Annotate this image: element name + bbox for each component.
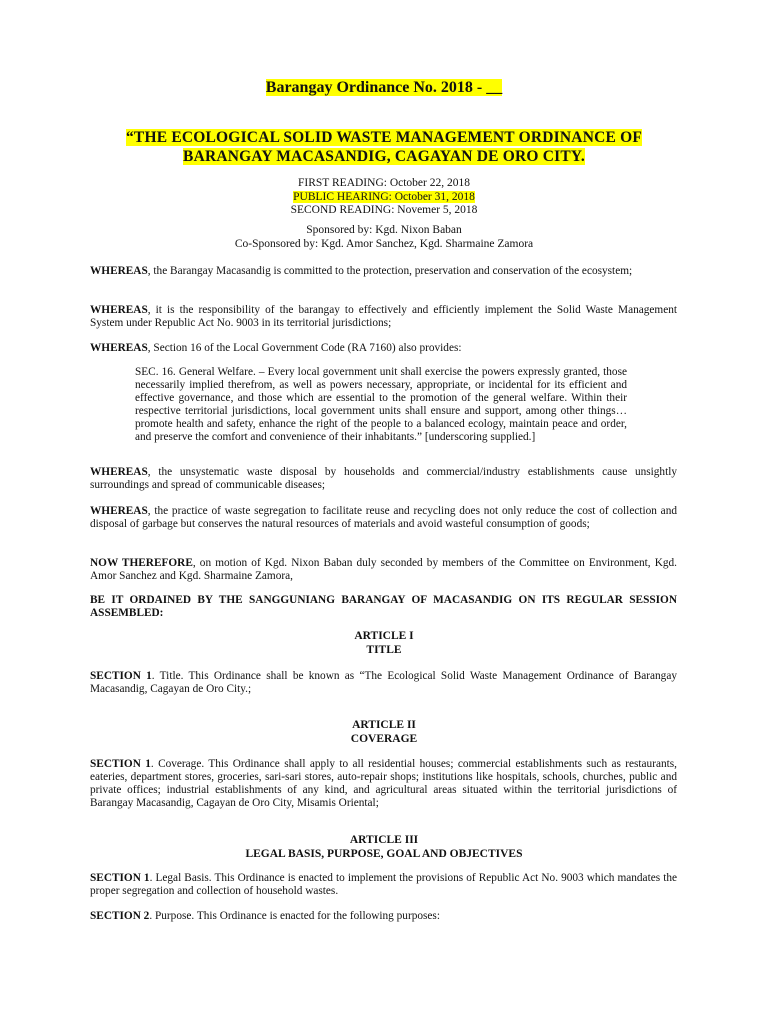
article-1-heading: ARTICLE I TITLE (354, 630, 414, 656)
article-1-section-1: SECTION 1. Title. This Ordinance shall be known as “The Ecological Solid Waste Management Ordinance of Barangay Macasandig, Cagayan de Oro City.; (90, 670, 677, 695)
sponsors-block (0, 224, 768, 251)
ordaining-clause: BE IT ORDAINED BY THE SANGGUNIANG BARANGAY OF MACASANDIG ON ITS REGULAR SESSION ASSEMBLED: (90, 594, 677, 619)
now-therefore-paragraph: NOW THEREFORE, on motion of Kgd. Nixon Baban duly seconded by members of the Committee on Environment, Kgd. Amor Sanchez and Kgd. Sharmaine Zamora, (90, 557, 678, 582)
whereas-paragraph: WHEREAS, the unsystematic waste disposal by households and commercial/industry establishments cause unsightly surroundings and spread of communicable diseases; (90, 466, 677, 491)
co-sponsored-by: Co-Sponsored by: Kgd. Amor Sanchez, Kgd. Sharmaine Zamora (234, 237, 534, 250)
quoted-provision: SEC. 16. General Welfare. – Every local government unit shall exercise the powers expressly granted, those necessarily implied therefrom, as well as powers necessary, appropriate, or incidental for its efficient and effective governance, and those which are essential to the promotion of the general welfare. Within their respective territorial jurisdictions, local government units shall ensure and support, among other things… promote health and safety, enhance the right of the people to a balanced ecology, maintain peace and order, and preserve the comfort and convenience of their inhabitants.” [underscoring supplied.] (135, 366, 627, 443)
sponsored-by: Sponsored by: Kgd. Nixon Baban (306, 224, 462, 236)
whereas-paragraph: WHEREAS, the Barangay Macasandig is committed to the protection, preservation and conservation of the ecosystem; (90, 265, 633, 277)
first-reading: FIRST READING: October 22, 2018 (298, 177, 470, 189)
article-2-section-1: SECTION 1. Coverage. This Ordinance shall apply to all residential houses; commercial establishments such as restaurants, eateries, department stores, groceries, sari-sari stores, auto-repair shops; institutions like hospitals, schools, churches, public and private offices; industrial establishments of any kind, and agricultural areas situated within the territorial jurisdictions of Barangay Macasandig, Cagayan de Oro City, Misamis Oriental; (90, 758, 677, 809)
article-3-section-1: SECTION 1. Legal Basis. This Ordinance is enacted to implement the provisions of Republic Act No. 9003 which mandates the proper segregation and collection of household wastes. (90, 872, 678, 897)
ordinance-number: Barangay Ordinance No. 2018 - __ (265, 79, 503, 96)
ordinance-title (0, 128, 768, 166)
whereas-paragraph: WHEREAS, Section 16 of the Local Government Code (RA 7160) also provides: (90, 342, 462, 354)
article-3-heading: ARTICLE III LEGAL BASIS, PURPOSE, GOAL AND OBJECTIVES (245, 834, 523, 860)
title-line-1: “THE ECOLOGICAL SOLID WASTE MANAGEMENT ORDINANCE OF (125, 129, 643, 146)
article-2-heading: ARTICLE II COVERAGE (350, 719, 418, 745)
article-3-section-2: SECTION 2. Purpose. This Ordinance is enacted for the following purposes: (90, 910, 440, 922)
public-hearing: PUBLIC HEARING: October 31, 2018 (293, 190, 475, 203)
whereas-paragraph: WHEREAS, the practice of waste segregation to facilitate reuse and recycling does not only reduce the cost of collection and disposal of garbage but conserves the natural resources of materials and avoid wasteful consumption of goods; (90, 505, 677, 530)
second-reading: SECOND READING: Novemer 5, 2018 (290, 204, 478, 216)
readings-block (0, 177, 768, 218)
whereas-paragraph: WHEREAS, it is the responsibility of the barangay to effectively and efficiently implement the Solid Waste Management System under Republic Act No. 9003 in its territorial jurisdictions; (90, 304, 677, 329)
title-line-2: BARANGAY MACASANDIG, CAGAYAN DE ORO CITY. (183, 148, 585, 165)
